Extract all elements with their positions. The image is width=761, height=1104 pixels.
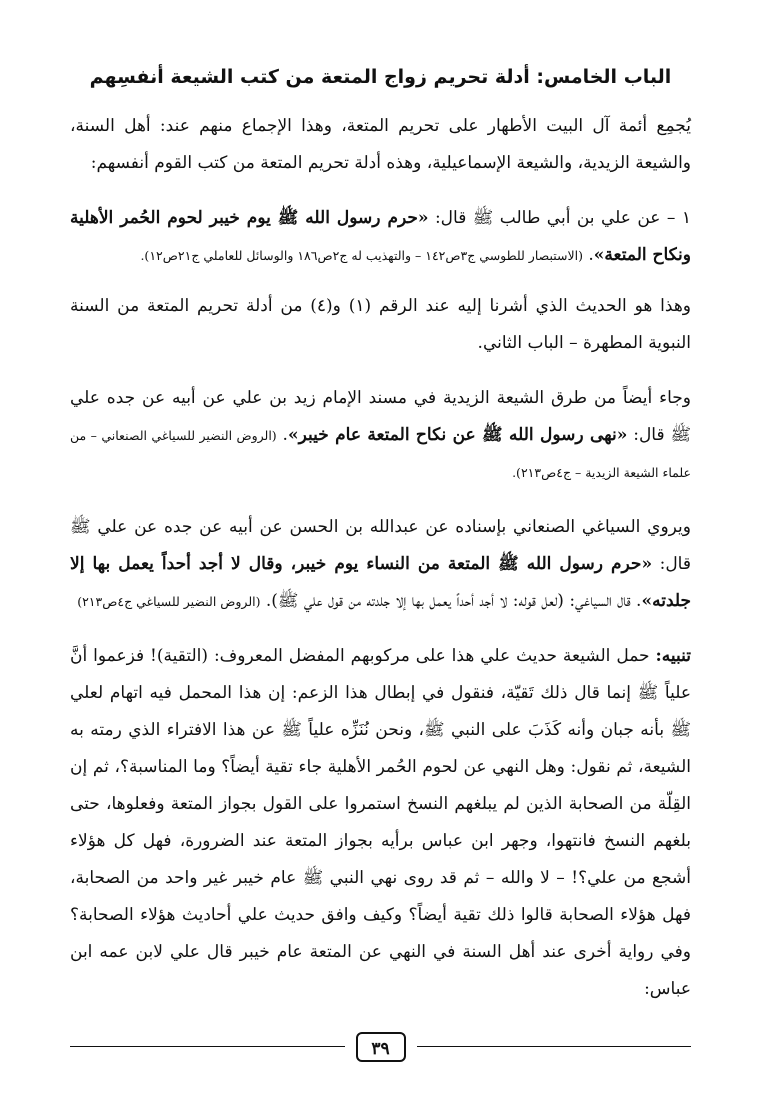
siyaghi-lead: ويروي السياغي الصنعاني بإسناده عن عبدالله بن الحسن عن أبيه عن جده عن علي ﷺ قال: [70, 517, 691, 574]
siyaghi-comment: . قال السياغي: (لعل قوله: لا أجد أحداً يعمل بها إلا جلدته من قول علي ﷺ). [260, 591, 642, 611]
note-paragraph [70, 638, 691, 1008]
zaydi-hadith-lead: وجاء أيضاً من طرق الشيعة الزيدية في مسند الإمام زيد بن علي عن أبيه عن جده علي ﷺ قال: [70, 388, 692, 445]
page-number: ٣٩ [356, 1032, 406, 1062]
zaydi-hadith-paragraph [70, 380, 691, 491]
hadith-1-end: . [582, 245, 594, 265]
siyaghi-quote: «حرم رسول الله ﷺ المتعة من النساء يوم خيبر، وقال لا أجد أحداً يعمل بها إلا جلدته» [70, 554, 691, 611]
note-body: حمل الشيعة حديث علي هذا على مركوبهم المفضل المعروف: (التقية)! فزعموا أنَّ علياً ﷺ إنما قال ذلك تَقيّة، فنقول في إبطال هذا الزعم: إن هذا المحمل فيه اتهام لعلي ﷺ بأنه جبان وأنه كَذَبَ على النبي ﷺ، ونحن نُنَزِّه علياً ﷺ عن هذا الافتراء الذي رمته به الشيعة، ثم نقول: وهل النهي عن لحوم الحُمر الأهلية جاء تقية أيضاً؟ وما المناسبة؟، ثم إن القِلّة من الصحابة الذين لم يبلغهم النسخ استمروا على القول بجواز المتعة وفعلوها، حتى بلغهم النسخ فانتهوا، وجهر ابن عباس برأيه بجواز المتعة عند الضرورة، فهل كل هؤلاء أشجع من علي؟! – لا والله – ثم قد روى نهي النبي ﷺ عام خيبر غير واحد من الصحابة، فهل هؤلاء الصحابة قالوا ذلك تقية أيضاً؟ وكيف وافق حديث علي أحاديث هؤلاء الصحابة؟ وفي رواية أخرى عند أهل السنة في النهي عن المتعة عام خيبر قال علي لابن عمه ابن عباس: [70, 646, 691, 999]
note-label: تنبيه: [655, 646, 691, 666]
siyaghi-paragraph [70, 509, 691, 620]
hadith-1-source: (الاستبصار للطوسي ج٣ص١٤٢ – والتهذيب له ج٢ص١٨٦ والوسائل للعاملي ج٢١ص١٢). [140, 248, 583, 263]
intro-paragraph: يُجمِع أئمة آل البيت الأطهار على تحريم المتعة، وهذا الإجماع منهم عند: أهل السنة، والشيعة الزيدية، والشيعة الإسماعيلية، وهذه أدلة تحريم المتعة من كتب القوم أنفسهم: [70, 116, 691, 173]
zaydi-hadith-end: . [276, 425, 288, 445]
hadith-1-paragraph [70, 200, 691, 274]
page-body [70, 108, 691, 1026]
reference-paragraph: وهذا هو الحديث الذي أشرنا إليه عند الرقم (١) و(٤) من أدلة تحريم المتعة من السنة النبوية المطهرة – الباب الثاني. [70, 296, 691, 353]
hadith-1-quote: «حرم رسول الله ﷺ يوم خيبر لحوم الحُمر الأهلية ونكاح المتعة» [70, 208, 691, 265]
zaydi-hadith-source: (الروض النضير للسياغي الصنعاني – من علماء الشيعة الزيدية – ج٤ص٢١٣). [70, 428, 691, 480]
zaydi-hadith-quote: «نهى رسول الله ﷺ عن نكاح المتعة عام خيبر» [287, 425, 628, 445]
siyaghi-source: (الروض النضير للسياغي ج٤ص٢١٣) [77, 594, 261, 609]
hadith-1-lead: ١ – عن علي بن أبي طالب ﷺ قال: [428, 208, 691, 228]
chapter-title: الباب الخامس: أدلة تحريم زواج المتعة من كتب الشيعة أنفسِهم [89, 66, 672, 88]
